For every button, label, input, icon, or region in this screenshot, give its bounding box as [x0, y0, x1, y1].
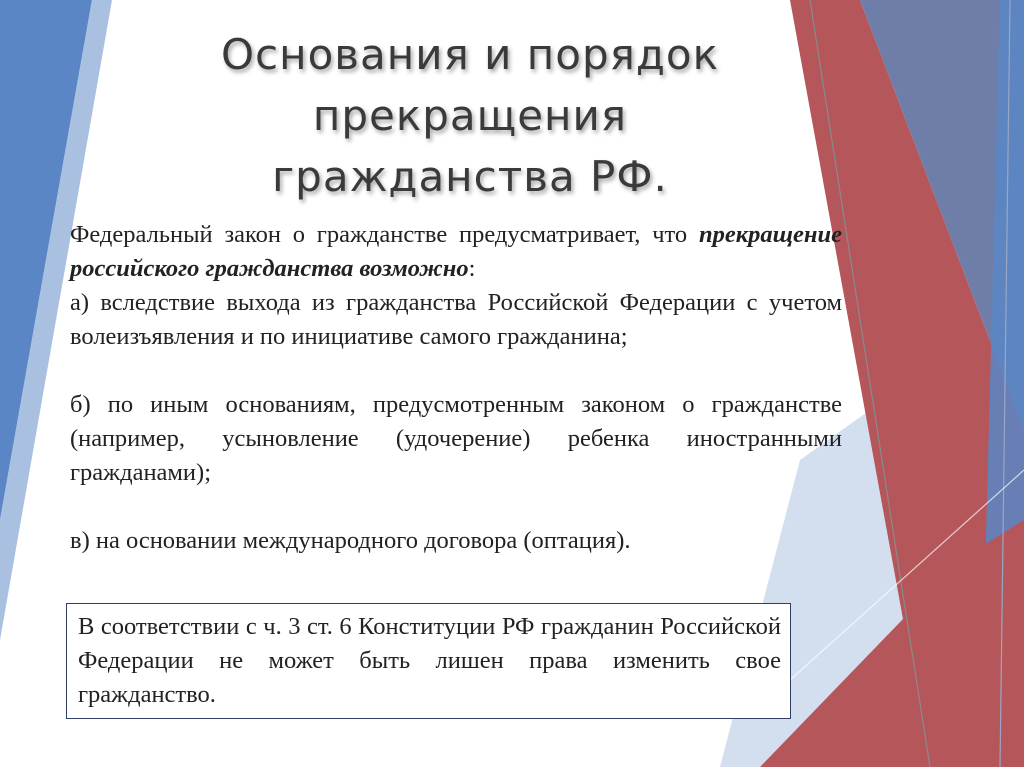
body-text: [70, 218, 842, 558]
intro-plain: Федеральный закон о гражданстве предусматривает, что: [70, 221, 688, 248]
constitution-note-box: [66, 603, 791, 719]
intro-colon: :: [468, 255, 476, 282]
constitution-note-text: В соответствии с ч. 3 ст. 6 Конституции РФ гражданин Российской Федерации не может быть лишен права изменить свое гражданство.: [78, 613, 781, 708]
title-line-1: Основания и порядок: [220, 30, 719, 79]
title-line-2: прекращения: [312, 91, 628, 140]
item-b: б) по иным основаниям, предусмотренным законом о гражданстве (например, усыновление (удочерение) ребенка иностранными гражданами);: [70, 391, 842, 486]
intro-emphasis: прекращение российского гражданства возможно: [70, 221, 843, 282]
item-a: а) вследствие выхода из гражданства Российской Федерации с учетом волеизъявления и по инициативе самого гражданина;: [70, 289, 842, 350]
slide-title: [120, 24, 820, 207]
intro-paragraph: [70, 218, 842, 286]
item-c: в) на основании международного договора (оптация).: [70, 527, 631, 554]
title-line-3: гражданства РФ.: [272, 152, 668, 201]
